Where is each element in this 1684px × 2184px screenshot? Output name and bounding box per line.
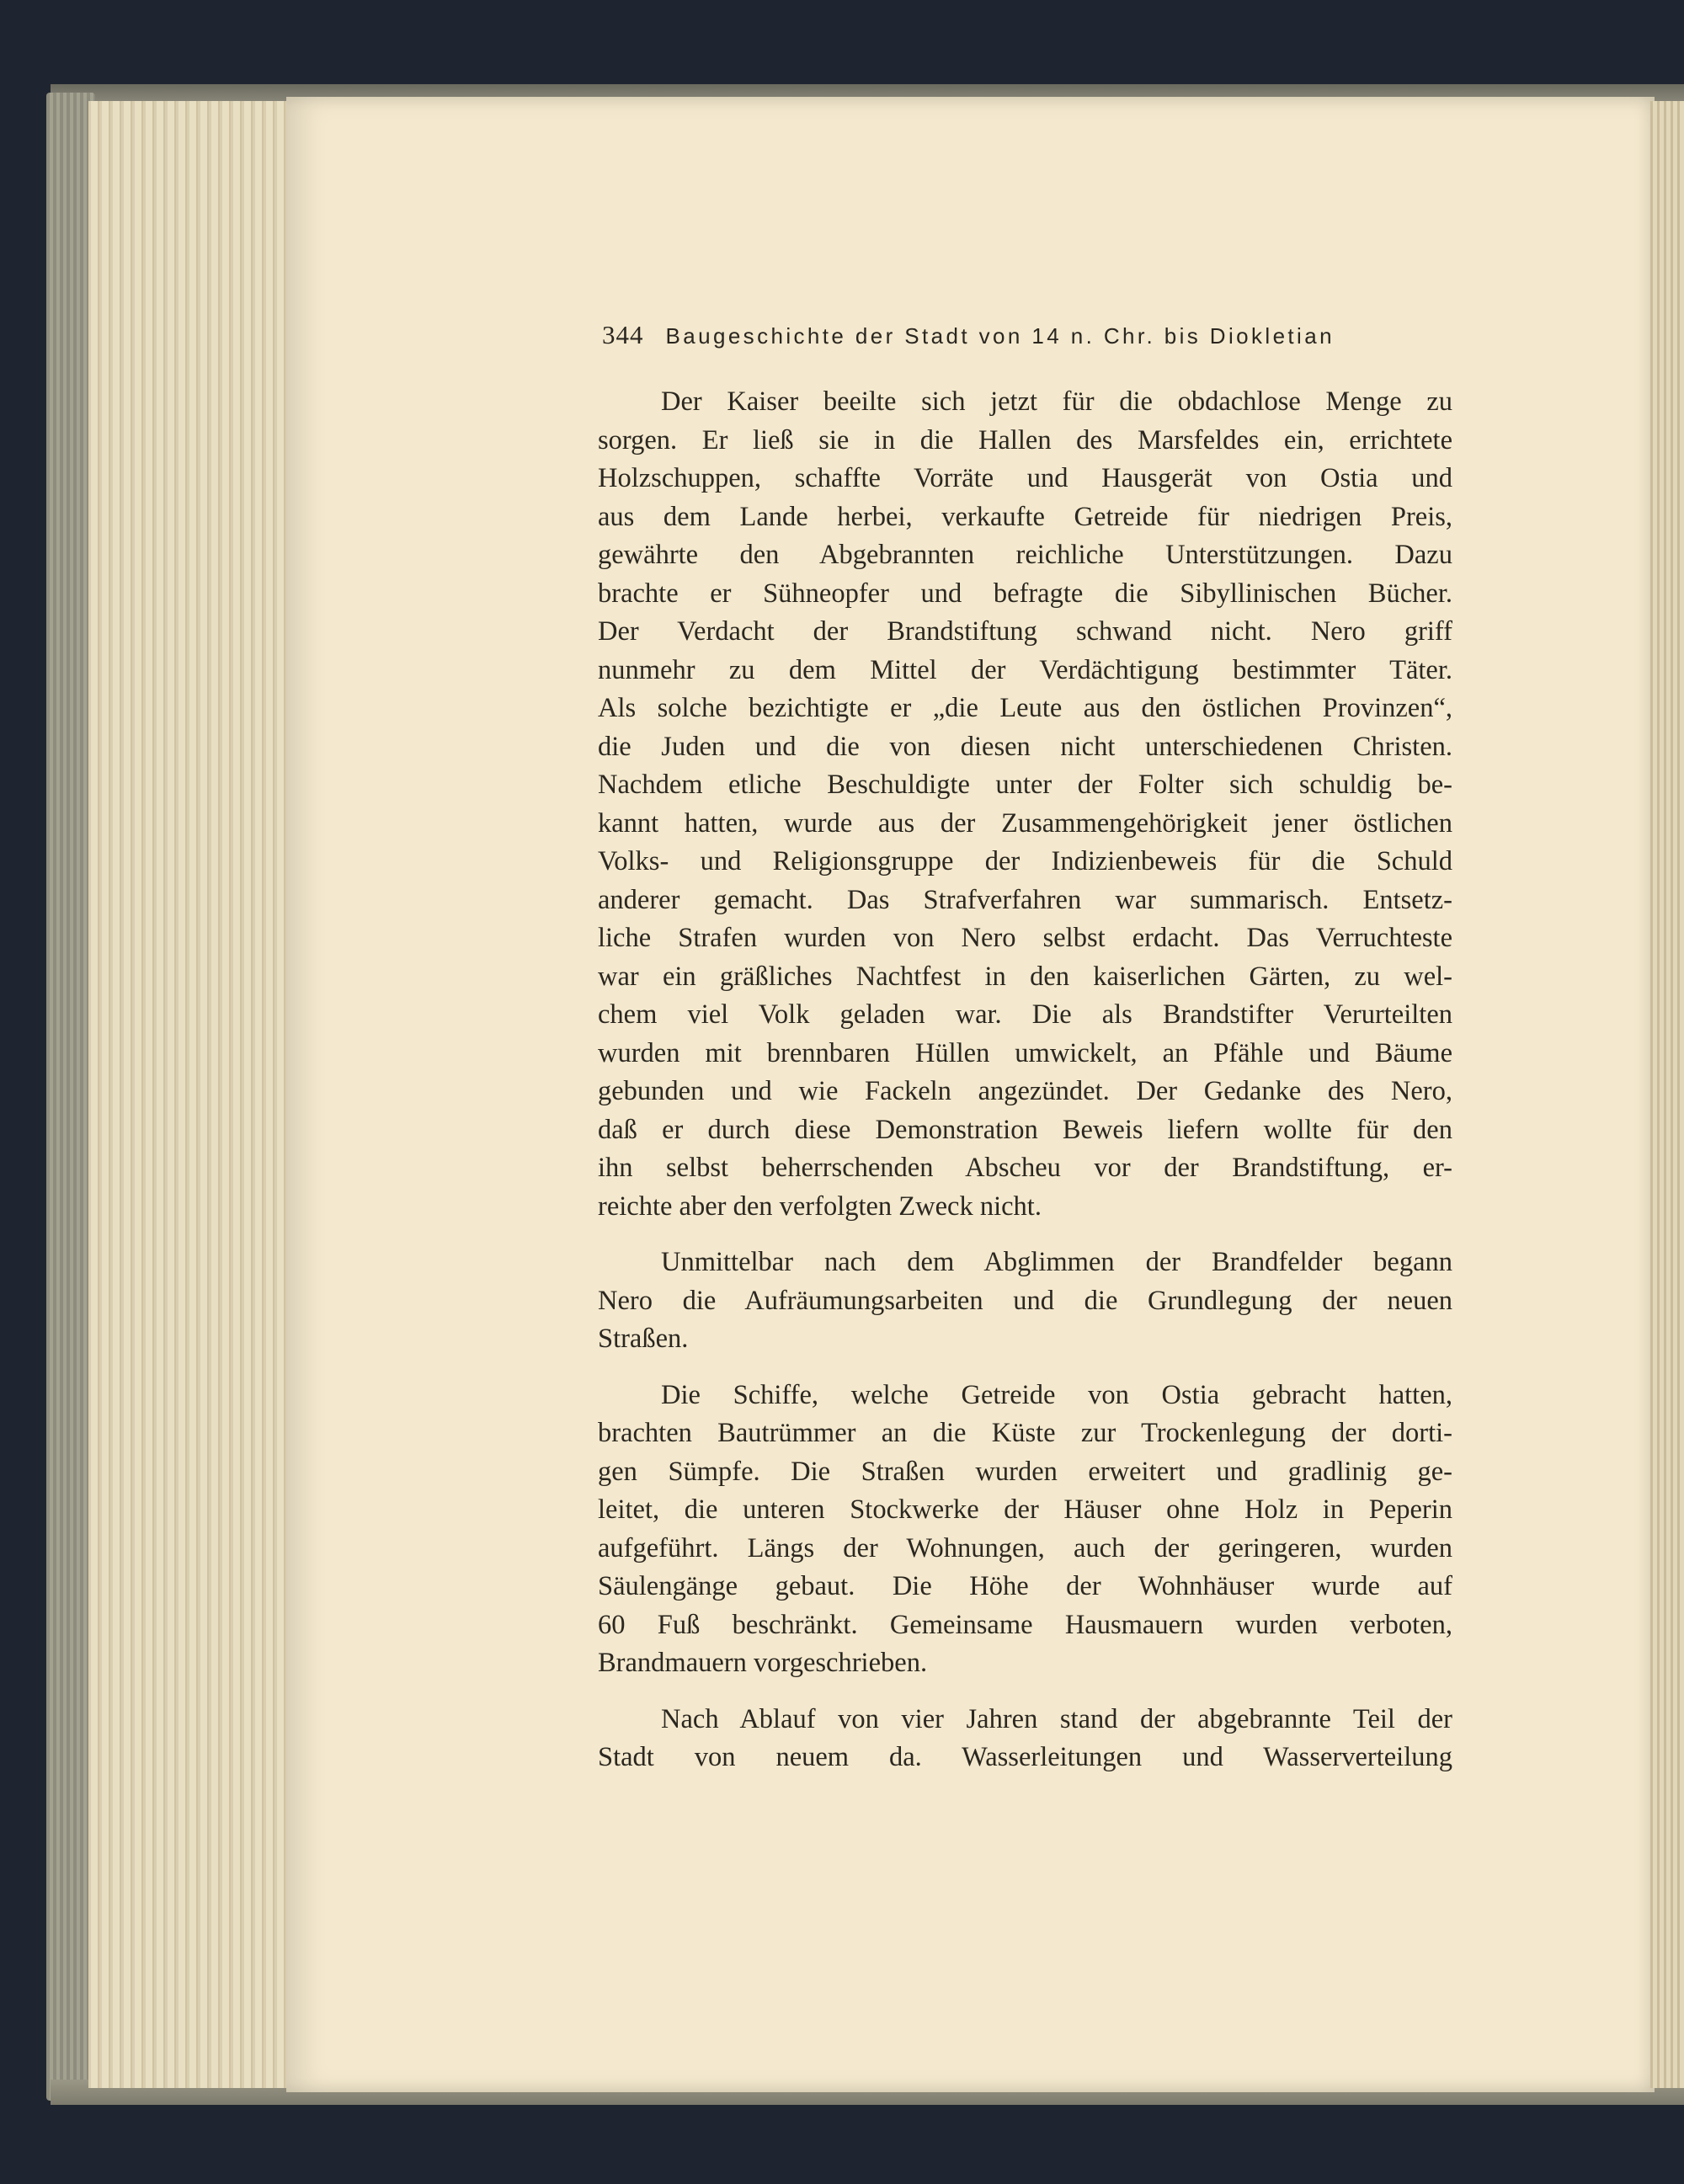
text-line: Straßen. [598, 1324, 689, 1354]
text-line: Der Verdacht der Brandstiftung schwand nicht. Nero griff [598, 616, 1452, 647]
page-stack-right [1650, 101, 1684, 2088]
text-line: anderer gemacht. Das Strafverfahren war summarisch. Entsetz- [598, 884, 1452, 915]
text-line: nunmehr zu dem Mittel der Verdächtigung bestimmter Täter. [598, 654, 1452, 685]
text-line: kannt hatten, wurde aus der Zusammengehörigkeit jener östlichen [598, 807, 1452, 839]
text-line: Volks- und Religionsgruppe der Indizienbeweis für die Schuld [598, 846, 1452, 876]
text-line: Der Kaiser beeilte sich jetzt für die obdachlose Menge zu [661, 386, 1452, 417]
text-line: daß er durch diese Demonstration Beweis liefern wollte für den [598, 1114, 1452, 1145]
page-stack-left [88, 101, 299, 2088]
body-text [598, 383, 1452, 1795]
text-line: Säulengänge gebaut. Die Höhe der Wohnhäuser wurde auf [598, 1571, 1452, 1601]
text-line: Holzschuppen, schaffte Vorräte und Hausgerät von Ostia und [598, 463, 1452, 493]
text-line: 60 Fuß beschränkt. Gemeinsame Hausmauern wurden verboten, [598, 1609, 1452, 1640]
text-line: die Juden und die von diesen nicht unterschiedenen Christen. [598, 731, 1452, 762]
running-title: Baugeschichte der Stadt von 14 n. Chr. bis Diokletian [665, 323, 1335, 349]
text-line: Nachdem etliche Beschuldigte unter der Folter sich schuldig be- [598, 770, 1452, 800]
text-line: Stadt von neuem da. Wasserleitungen und Wasserverteilung [598, 1742, 1452, 1772]
text-line: gebunden und wie Fackeln angezündet. Der Gedanke des Nero, [598, 1076, 1452, 1106]
text-line: Nero die Aufräumungsarbeiten und die Grundlegung der neuen [598, 1285, 1452, 1316]
text-line: sorgen. Er ließ sie in die Hallen des Marsfeldes ein, errichtete [598, 424, 1452, 455]
paragraph-2 [598, 1244, 1452, 1359]
text-line: Unmittelbar nach dem Abglimmen der Brandfelder begann [661, 1247, 1452, 1277]
text-line: aufgeführt. Längs der Wohnungen, auch der geringeren, wurden [598, 1532, 1452, 1563]
text-line: gewährte den Abgebrannten reichliche Unterstützungen. Dazu [598, 540, 1452, 570]
page-number: 344 [602, 320, 644, 349]
text-line: Die Schiffe, welche Getreide von Ostia gebracht hatten, [661, 1379, 1452, 1410]
text-line: liche Strafen wurden von Nero selbst erdacht. Das Verruchteste [598, 923, 1452, 953]
text-line: ihn selbst beherrschenden Abscheu vor der Brandstiftung, er- [598, 1153, 1452, 1183]
text-line: wurden mit brennbaren Hüllen umwickelt, an Pfähle und Bäume [598, 1037, 1452, 1068]
text-line: reichte aber den verfolgten Zweck nicht. [598, 1191, 1042, 1222]
text-line: war ein gräßliches Nachtfest in den kaiserlichen Gärten, zu wel- [598, 961, 1452, 992]
text-line: gen Sümpfe. Die Straßen wurden erweitert und gradlinig ge- [598, 1456, 1452, 1487]
text-line: aus dem Lande herbei, verkaufte Getreide für niedrigen Preis, [598, 501, 1452, 532]
text-line: Brandmauern vorgeschrieben. [598, 1648, 928, 1678]
paragraph-3 [598, 1377, 1452, 1683]
paragraph-1 [598, 383, 1452, 1226]
text-line: chem viel Volk geladen war. Die als Brandstifter Verurteilten [598, 999, 1452, 1030]
text-line: leitet, die unteren Stockwerke der Häuser ohne Holz in Peperin [598, 1494, 1452, 1525]
paragraph-4 [598, 1701, 1452, 1777]
text-line: Nach Ablauf von vier Jahren stand der abgebrannte Teil der [661, 1703, 1452, 1734]
text-line: Als solche bezichtigte er „die Leute aus den östlichen Provinzen“, [598, 693, 1452, 723]
text-line: brachte er Sühneopfer und befragte die Sibyllinischen Bücher. [598, 578, 1452, 609]
running-header [602, 320, 1444, 362]
text-line: brachten Bautrümmer an die Küste zur Trockenlegung der dorti- [598, 1418, 1452, 1448]
